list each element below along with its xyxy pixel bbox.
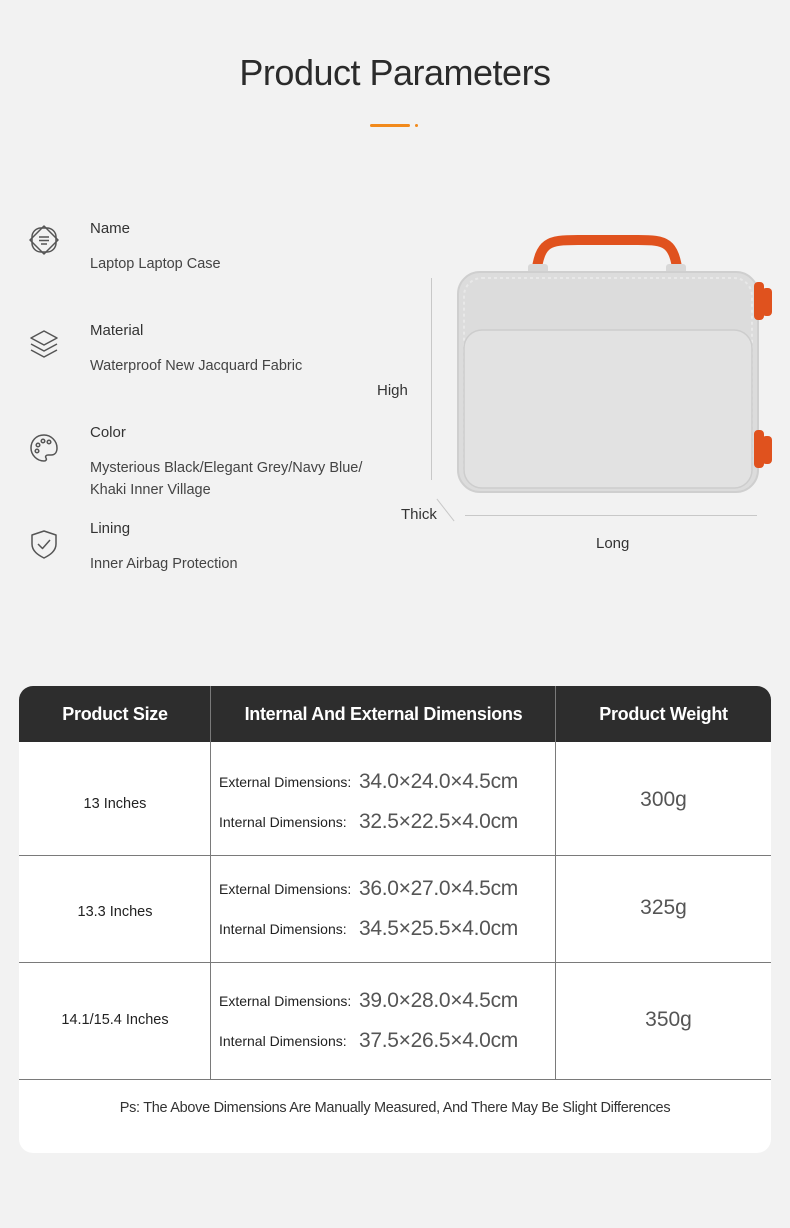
header-product-weight: Product Weight [599,704,728,724]
length-guide-line [465,515,757,516]
product-size-cell: 14.1/15.4 Inches [61,1012,169,1028]
title-underline [370,124,410,127]
title-dot [415,124,418,127]
page-title: Product Parameters [239,52,551,93]
param-value: Mysterious Black/Elegant Grey/Navy Blue/ Khaki Inner Village [90,460,363,498]
external-dimensions-value: 36.0×27.0×4.5cm [359,877,518,900]
shield-check-icon [28,528,60,560]
row-divider [19,1079,771,1080]
layers-icon [28,328,60,360]
handle-shape [536,240,678,274]
internal-dimensions-value: 34.5×25.5×4.0cm [359,917,518,940]
zipper-pull-top [754,282,772,320]
external-dimensions-value: 34.0×24.0×4.5cm [359,770,518,793]
internal-dimensions-label: Internal Dimensions: [219,814,347,830]
product-size-cell: 13 Inches [83,796,147,812]
external-dimensions-label: External Dimensions: [219,993,352,1009]
laptop-case-image [448,232,784,500]
product-size-cell: 13.3 Inches [77,904,153,920]
zipper-pull-bottom [754,430,772,468]
param-label: Color [90,424,126,441]
table-header [19,686,771,742]
row-divider [19,855,771,856]
external-dimensions-value: 39.0×28.0×4.5cm [359,989,518,1012]
external-dimensions-label: External Dimensions: [219,774,352,790]
thickness-guide-line [436,499,454,522]
internal-dimensions-label: Internal Dimensions: [219,921,347,937]
high-label: High [377,382,408,399]
row-divider [19,962,771,963]
tag-icon [28,224,60,256]
front-pocket [464,330,752,488]
param-label: Material [90,322,144,339]
param-value: Laptop Laptop Case [90,256,221,272]
measurement-note: Ps: The Above Dimensions Are Manually Measured, And There May Be Slight Differences [119,1100,671,1116]
internal-dimensions-value: 37.5×26.5×4.0cm [359,1029,518,1052]
height-guide-line [431,278,432,480]
product-weight-cell: 325g [640,896,687,919]
param-value: Inner Airbag Protection [90,556,238,572]
param-value: Waterproof New Jacquard Fabric [90,358,303,374]
header-dimensions: Internal And External Dimensions [244,704,523,724]
external-dimensions-label: External Dimensions: [219,881,352,897]
dimensions-table [19,686,771,1153]
internal-dimensions-label: Internal Dimensions: [219,1033,347,1049]
header-product-size: Product Size [62,704,168,724]
internal-dimensions-value: 32.5×22.5×4.0cm [359,810,518,833]
palette-icon [28,432,60,464]
long-label: Long [596,535,630,552]
thick-label: Thick [401,506,437,523]
param-label: Name [90,220,131,237]
param-label: Lining [90,520,131,537]
product-weight-cell: 350g [645,1008,692,1031]
product-weight-cell: 300g [640,788,687,811]
